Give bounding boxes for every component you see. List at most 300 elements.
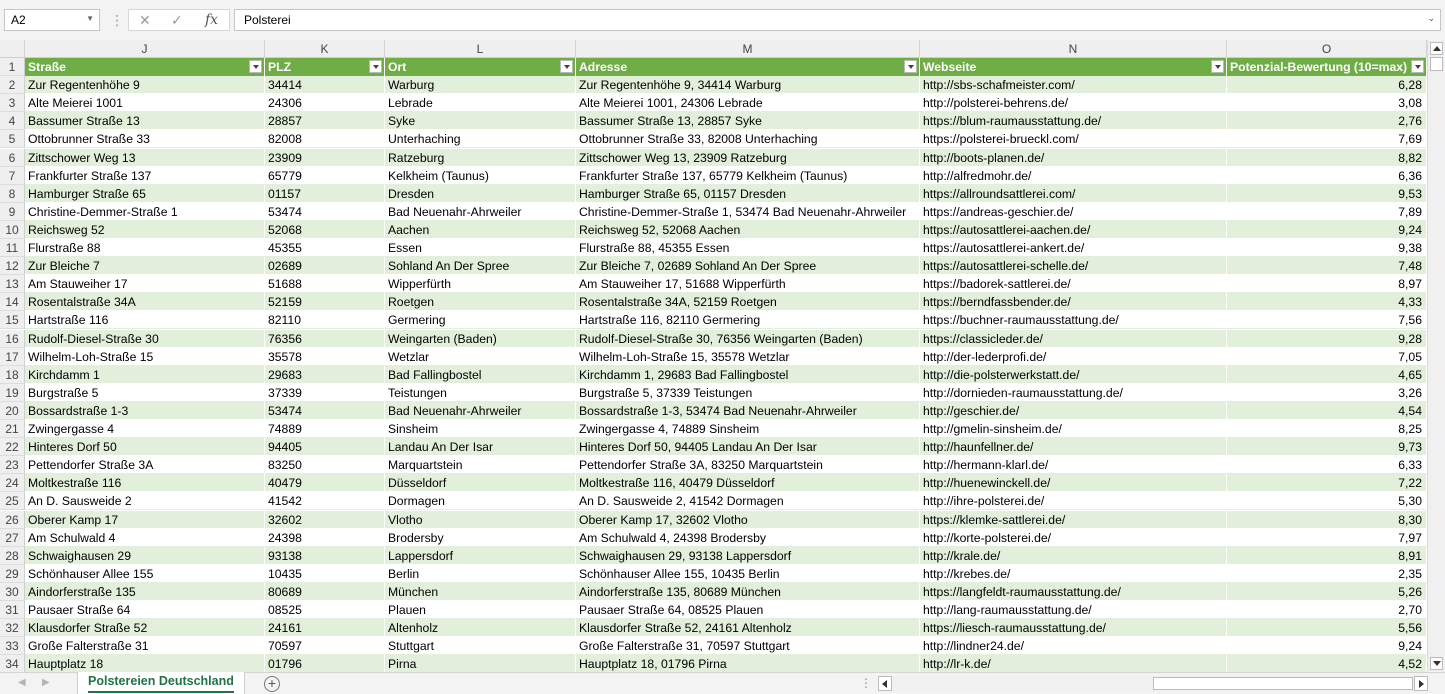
column-header-j[interactable]: J — [25, 40, 265, 58]
table-cell[interactable]: http://alfredmohr.de/ — [920, 167, 1227, 185]
table-cell[interactable]: 37339 — [265, 384, 385, 402]
table-cell[interactable]: 53474 — [265, 203, 385, 221]
table-cell[interactable]: Zwingergasse 4 — [25, 420, 265, 438]
table-cell[interactable]: Pausaer Straße 64, 08525 Plauen — [576, 601, 920, 619]
row-number[interactable]: 13 — [0, 275, 25, 293]
table-header-cell[interactable] — [576, 58, 920, 76]
table-cell[interactable]: 08525 — [265, 601, 385, 619]
table-cell[interactable]: Weingarten (Baden) — [385, 330, 576, 348]
table-cell[interactable]: Schönhauser Allee 155 — [25, 565, 265, 583]
table-cell[interactable]: Zittschower Weg 13, 23909 Ratzeburg — [576, 149, 920, 167]
table-row — [0, 221, 1427, 239]
table-cell[interactable]: http://boots-planen.de/ — [920, 149, 1227, 167]
table-cell[interactable]: Hauptplatz 18 — [25, 655, 265, 673]
table-cell[interactable]: Christine-Demmer-Straße 1 — [25, 203, 265, 221]
table-cell[interactable]: 23909 — [265, 149, 385, 167]
table-cell[interactable]: Rudolf-Diesel-Straße 30, 76356 Weingarten (Baden) — [576, 330, 920, 348]
table-cell[interactable]: 9,28 — [1227, 330, 1427, 348]
table-cell[interactable]: https://liesch-raumausstattung.de/ — [920, 619, 1227, 637]
table-cell[interactable]: Große Falterstraße 31 — [25, 637, 265, 655]
table-cell[interactable]: Klausdorfer Straße 52, 24161 Altenholz — [576, 619, 920, 637]
formula-input[interactable] — [234, 9, 1441, 31]
table-row — [0, 655, 1427, 673]
table-cell[interactable]: Pettendorfer Straße 3A, 83250 Marquartstein — [576, 456, 920, 474]
table-cell[interactable]: 52159 — [265, 293, 385, 311]
table-cell[interactable]: 4,54 — [1227, 402, 1427, 420]
table-cell[interactable]: Kirchdamm 1, 29683 Bad Fallingbostel — [576, 366, 920, 384]
table-cell[interactable]: Wetzlar — [385, 348, 576, 366]
table-cell[interactable]: https://badorek-sattlerei.de/ — [920, 275, 1227, 293]
table-row — [0, 76, 1427, 94]
table-cell[interactable]: Hinteres Dorf 50 — [25, 438, 265, 456]
horizontal-scroll-thumb[interactable] — [1153, 677, 1413, 690]
name-box-value: A2 — [11, 13, 26, 27]
table-cell[interactable]: 7,69 — [1227, 130, 1427, 148]
table-cell[interactable]: Marquartstein — [385, 456, 576, 474]
filter-dropdown-icon[interactable] — [560, 60, 573, 73]
row-number[interactable]: 32 — [0, 619, 25, 637]
table-cell[interactable]: 5,56 — [1227, 619, 1427, 637]
table-row — [0, 330, 1427, 348]
table-cell[interactable]: Unterhaching — [385, 130, 576, 148]
row-number[interactable]: 7 — [0, 167, 25, 185]
table-cell[interactable]: 40479 — [265, 474, 385, 492]
table-cell[interactable]: http://krale.de/ — [920, 547, 1227, 565]
table-cell[interactable]: Kelkheim (Taunus) — [385, 167, 576, 185]
row-number[interactable]: 1 — [0, 58, 25, 76]
row-number[interactable]: 3 — [0, 94, 25, 112]
sheet-tab-bar — [0, 672, 1445, 694]
table-cell[interactable]: 83250 — [265, 456, 385, 474]
table-header-label: Potenzial-Bewertung (10=max) — [1230, 60, 1408, 74]
table-cell[interactable]: Wilhelm-Loh-Straße 15 — [25, 348, 265, 366]
table-cell[interactable]: Berlin — [385, 565, 576, 583]
row-number[interactable]: 24 — [0, 474, 25, 492]
table-cell[interactable]: Oberer Kamp 17 — [25, 511, 265, 529]
table-cell[interactable]: 28857 — [265, 112, 385, 130]
cancel-icon[interactable]: ✕ — [139, 12, 151, 28]
table-cell[interactable]: 2,35 — [1227, 565, 1427, 583]
table-cell[interactable]: Stuttgart — [385, 637, 576, 655]
table-cell[interactable]: 8,82 — [1227, 149, 1427, 167]
table-row — [0, 601, 1427, 619]
row-number[interactable]: 8 — [0, 185, 25, 203]
row-number[interactable]: 20 — [0, 402, 25, 420]
table-cell[interactable]: Aindorferstraße 135 — [25, 583, 265, 601]
table-row — [0, 384, 1427, 402]
table-cell[interactable]: 24398 — [265, 529, 385, 547]
row-number[interactable]: 16 — [0, 330, 25, 348]
row-number[interactable]: 15 — [0, 311, 25, 329]
table-cell[interactable]: München — [385, 583, 576, 601]
table-cell[interactable]: http://geschier.de/ — [920, 402, 1227, 420]
table-header-cell[interactable] — [265, 58, 385, 76]
table-cell[interactable]: http://dornieden-raumausstattung.de/ — [920, 384, 1227, 402]
table-cell[interactable]: Zur Bleiche 7, 02689 Sohland An Der Spree — [576, 257, 920, 275]
table-cell[interactable]: Dresden — [385, 185, 576, 203]
table-cell[interactable]: 7,22 — [1227, 474, 1427, 492]
table-cell[interactable]: Teistungen — [385, 384, 576, 402]
table-cell[interactable]: Bad Fallingbostel — [385, 366, 576, 384]
table-header-label: PLZ — [268, 60, 292, 74]
table-header-cell[interactable] — [385, 58, 576, 76]
table-cell[interactable]: Ottobrunner Straße 33 — [25, 130, 265, 148]
table-cell[interactable]: Hamburger Straße 65 — [25, 185, 265, 203]
table-cell[interactable]: Rosentalstraße 34A — [25, 293, 265, 311]
table-cell[interactable]: http://lr-k.de/ — [920, 655, 1227, 673]
table-cell[interactable]: 9,24 — [1227, 221, 1427, 239]
prev-sheet-icon[interactable]: ◀ — [18, 677, 26, 688]
table-cell[interactable]: Roetgen — [385, 293, 576, 311]
table-cell[interactable]: Lebrade — [385, 94, 576, 112]
row-number[interactable]: 14 — [0, 293, 25, 311]
table-header-cell[interactable] — [25, 58, 265, 76]
column-header-o[interactable]: O — [1227, 40, 1427, 58]
row-number[interactable]: 23 — [0, 456, 25, 474]
table-cell[interactable]: 34414 — [265, 76, 385, 94]
select-all-corner[interactable] — [0, 40, 25, 58]
table-cell[interactable]: http://der-lederprofi.de/ — [920, 348, 1227, 366]
table-cell[interactable]: Schönhauser Allee 155, 10435 Berlin — [576, 565, 920, 583]
table-cell[interactable]: Vlotho — [385, 511, 576, 529]
table-cell[interactable]: Bad Neuenahr-Ahrweiler — [385, 402, 576, 420]
table-cell[interactable]: Rudolf-Diesel-Straße 30 — [25, 330, 265, 348]
table-cell[interactable]: Wipperfürth — [385, 275, 576, 293]
table-cell[interactable]: Frankfurter Straße 137 — [25, 167, 265, 185]
table-cell[interactable]: Zittschower Weg 13 — [25, 149, 265, 167]
row-number[interactable]: 9 — [0, 203, 25, 221]
sheet-tab-polstereien[interactable]: Polstereien Deutschland — [77, 672, 245, 694]
table-row — [0, 547, 1427, 565]
scroll-down-icon[interactable] — [1430, 657, 1443, 670]
table-cell[interactable]: Frankfurter Straße 137, 65779 Kelkheim (Taunus) — [576, 167, 920, 185]
table-cell[interactable]: Wilhelm-Loh-Straße 15, 35578 Wetzlar — [576, 348, 920, 366]
table-cell[interactable]: http://sbs-schafmeister.com/ — [920, 76, 1227, 94]
table-cell[interactable]: Am Stauweiher 17 — [25, 275, 265, 293]
table-cell[interactable]: https://autosattlerei-schelle.de/ — [920, 257, 1227, 275]
table-cell[interactable]: Hartstraße 116, 82110 Germering — [576, 311, 920, 329]
table-cell[interactable]: http://polsterei-behrens.de/ — [920, 94, 1227, 112]
row-number[interactable]: 33 — [0, 637, 25, 655]
table-cell[interactable]: 2,70 — [1227, 601, 1427, 619]
table-cell[interactable]: http://lang-raumausstattung.de/ — [920, 601, 1227, 619]
table-cell[interactable]: http://hermann-klarl.de/ — [920, 456, 1227, 474]
table-cell[interactable]: http://lindner24.de/ — [920, 637, 1227, 655]
row-number[interactable]: 6 — [0, 149, 25, 167]
table-cell[interactable]: Zwingergasse 4, 74889 Sinsheim — [576, 420, 920, 438]
scroll-right-icon[interactable] — [1414, 676, 1428, 691]
table-cell[interactable]: Hartstraße 116 — [25, 311, 265, 329]
table-cell[interactable]: 2,76 — [1227, 112, 1427, 130]
table-cell[interactable]: http://huenewinckell.de/ — [920, 474, 1227, 492]
table-cell[interactable]: http://krebes.de/ — [920, 565, 1227, 583]
table-row — [0, 239, 1427, 257]
table-row — [0, 257, 1427, 275]
table-cell[interactable]: 8,97 — [1227, 275, 1427, 293]
table-cell[interactable]: 6,28 — [1227, 76, 1427, 94]
formula-bar-grip-icon: ⋮ — [110, 12, 123, 28]
table-cell[interactable]: 3,26 — [1227, 384, 1427, 402]
table-cell[interactable]: Syke — [385, 112, 576, 130]
row-number[interactable]: 5 — [0, 130, 25, 148]
filter-dropdown-icon[interactable] — [249, 60, 262, 73]
table-cell[interactable]: https://blum-raumausstattung.de/ — [920, 112, 1227, 130]
row-number[interactable]: 28 — [0, 547, 25, 565]
table-cell[interactable]: Reichsweg 52, 52068 Aachen — [576, 221, 920, 239]
table-cell[interactable]: Lappersdorf — [385, 547, 576, 565]
table-cell[interactable]: 80689 — [265, 583, 385, 601]
row-number[interactable]: 19 — [0, 384, 25, 402]
table-cell[interactable]: https://langfeldt-raumausstattung.de/ — [920, 583, 1227, 601]
table-cell[interactable]: 6,33 — [1227, 456, 1427, 474]
table-header-label: Ort — [388, 60, 407, 74]
table-cell[interactable]: Dormagen — [385, 492, 576, 510]
table-cell[interactable]: Bassumer Straße 13 — [25, 112, 265, 130]
table-cell[interactable]: Warburg — [385, 76, 576, 94]
table-cell[interactable]: 24161 — [265, 619, 385, 637]
horizontal-scrollbar[interactable] — [878, 676, 1428, 691]
table-cell[interactable]: 82008 — [265, 130, 385, 148]
table-cell[interactable]: 32602 — [265, 511, 385, 529]
table-cell[interactable]: http://haunfellner.de/ — [920, 438, 1227, 456]
table-cell[interactable]: An D. Sausweide 2, 41542 Dormagen — [576, 492, 920, 510]
vertical-scrollbar[interactable] — [1427, 40, 1445, 672]
table-cell[interactable]: Hamburger Straße 65, 01157 Dresden — [576, 185, 920, 203]
table-cell[interactable]: 3,08 — [1227, 94, 1427, 112]
table-cell[interactable]: 01157 — [265, 185, 385, 203]
table-cell[interactable]: Düsseldorf — [385, 474, 576, 492]
table-cell[interactable]: Hauptplatz 18, 01796 Pirna — [576, 655, 920, 673]
table-cell[interactable]: Rosentalstraße 34A, 52159 Roetgen — [576, 293, 920, 311]
vertical-scroll-thumb[interactable] — [1430, 57, 1443, 71]
table-cell[interactable]: Ratzeburg — [385, 149, 576, 167]
table-row — [0, 149, 1427, 167]
table-cell[interactable]: 4,52 — [1227, 655, 1427, 673]
table-row — [0, 420, 1427, 438]
column-header-l[interactable]: L — [385, 40, 576, 58]
column-header-m[interactable]: M — [576, 40, 920, 58]
table-header-row — [0, 58, 1427, 76]
table-cell[interactable]: https://buchner-raumausstattung.de/ — [920, 311, 1227, 329]
table-cell[interactable]: Reichsweg 52 — [25, 221, 265, 239]
table-cell[interactable]: Flurstraße 88, 45355 Essen — [576, 239, 920, 257]
formula-buttons — [128, 9, 230, 31]
table-cell[interactable]: Oberer Kamp 17, 32602 Vlotho — [576, 511, 920, 529]
table-cell[interactable]: Zur Bleiche 7 — [25, 257, 265, 275]
row-number[interactable]: 29 — [0, 565, 25, 583]
table-cell[interactable]: Aindorferstraße 135, 80689 München — [576, 583, 920, 601]
table-cell[interactable]: 02689 — [265, 257, 385, 275]
scroll-up-icon[interactable] — [1430, 42, 1443, 55]
table-cell[interactable]: Landau An Der Isar — [385, 438, 576, 456]
table-cell[interactable]: Hinteres Dorf 50, 94405 Landau An Der Isar — [576, 438, 920, 456]
table-header-label: Straße — [28, 60, 66, 74]
table-cell[interactable]: http://korte-polsterei.de/ — [920, 529, 1227, 547]
row-number[interactable]: 26 — [0, 511, 25, 529]
table-cell[interactable]: 7,05 — [1227, 348, 1427, 366]
table-cell[interactable]: Moltkestraße 116, 40479 Düsseldorf — [576, 474, 920, 492]
table-cell[interactable]: https://berndfassbender.de/ — [920, 293, 1227, 311]
table-cell[interactable]: http://gmelin-sinsheim.de/ — [920, 420, 1227, 438]
row-number[interactable]: 2 — [0, 76, 25, 94]
table-cell[interactable]: Burgstraße 5 — [25, 384, 265, 402]
row-number[interactable]: 11 — [0, 239, 25, 257]
table-cell[interactable]: Am Schulwald 4 — [25, 529, 265, 547]
table-cell[interactable]: Bassumer Straße 13, 28857 Syke — [576, 112, 920, 130]
table-cell[interactable]: https://klemke-sattlerei.de/ — [920, 511, 1227, 529]
table-cell[interactable]: Klausdorfer Straße 52 — [25, 619, 265, 637]
table-cell[interactable]: 41542 — [265, 492, 385, 510]
column-header-n[interactable]: N — [920, 40, 1227, 58]
table-cell[interactable]: 51688 — [265, 275, 385, 293]
table-cell[interactable]: 82110 — [265, 311, 385, 329]
table-cell[interactable]: Christine-Demmer-Straße 1, 53474 Bad Neuenahr-Ahrweiler — [576, 203, 920, 221]
table-cell[interactable]: Sohland An Der Spree — [385, 257, 576, 275]
row-number[interactable]: 34 — [0, 655, 25, 673]
filter-dropdown-icon[interactable] — [1411, 60, 1424, 73]
table-cell[interactable]: 94405 — [265, 438, 385, 456]
next-sheet-icon[interactable]: ▶ — [42, 677, 50, 688]
table-row — [0, 366, 1427, 384]
table-cell[interactable]: http://die-polsterwerkstatt.de/ — [920, 366, 1227, 384]
table-cell[interactable]: 24306 — [265, 94, 385, 112]
table-cell[interactable]: https://autosattlerei-ankert.de/ — [920, 239, 1227, 257]
table-cell[interactable]: Flurstraße 88 — [25, 239, 265, 257]
table-cell[interactable]: 45355 — [265, 239, 385, 257]
table-cell[interactable]: https://classicleder.de/ — [920, 330, 1227, 348]
table-cell[interactable]: Alte Meierei 1001 — [25, 94, 265, 112]
insert-function-icon[interactable]: fx — [205, 12, 219, 28]
table-header-cell[interactable] — [1227, 58, 1427, 76]
table-cell[interactable]: Schwaighausen 29 — [25, 547, 265, 565]
table-cell[interactable]: 01796 — [265, 655, 385, 673]
table-cell[interactable]: Bossardstraße 1-3, 53474 Bad Neuenahr-Ahrweiler — [576, 402, 920, 420]
table-cell[interactable]: 6,36 — [1227, 167, 1427, 185]
table-cell[interactable]: An D. Sausweide 2 — [25, 492, 265, 510]
table-cell[interactable]: Alte Meierei 1001, 24306 Lebrade — [576, 94, 920, 112]
table-cell[interactable]: Altenholz — [385, 619, 576, 637]
table-cell[interactable]: 52068 — [265, 221, 385, 239]
table-cell[interactable]: 8,25 — [1227, 420, 1427, 438]
enter-check-icon[interactable]: ✓ — [171, 12, 183, 28]
table-cell[interactable]: Kirchdamm 1 — [25, 366, 265, 384]
row-number[interactable]: 12 — [0, 257, 25, 275]
table-cell[interactable]: 74889 — [265, 420, 385, 438]
table-cell[interactable]: 35578 — [265, 348, 385, 366]
table-cell[interactable]: Ottobrunner Straße 33, 82008 Unterhaching — [576, 130, 920, 148]
table-cell[interactable]: https://polsterei-brueckl.com/ — [920, 130, 1227, 148]
table-cell[interactable]: 7,97 — [1227, 529, 1427, 547]
table-row — [0, 637, 1427, 655]
column-header-k[interactable]: K — [265, 40, 385, 58]
row-number[interactable]: 21 — [0, 420, 25, 438]
table-cell[interactable]: Germering — [385, 311, 576, 329]
table-cell[interactable]: Bossardstraße 1-3 — [25, 402, 265, 420]
row-number[interactable]: 31 — [0, 601, 25, 619]
row-number[interactable]: 4 — [0, 112, 25, 130]
table-cell[interactable]: Am Schulwald 4, 24398 Brodersby — [576, 529, 920, 547]
table-cell[interactable]: 9,24 — [1227, 637, 1427, 655]
table-cell[interactable]: Moltkestraße 116 — [25, 474, 265, 492]
row-number[interactable]: 10 — [0, 221, 25, 239]
table-cell[interactable]: 7,56 — [1227, 311, 1427, 329]
table-cell[interactable]: Am Stauweiher 17, 51688 Wipperfürth — [576, 275, 920, 293]
table-cell[interactable]: Zur Regentenhöhe 9, 34414 Warburg — [576, 76, 920, 94]
table-cell[interactable]: 5,26 — [1227, 583, 1427, 601]
table-cell[interactable]: Plauen — [385, 601, 576, 619]
table-cell[interactable]: 5,30 — [1227, 492, 1427, 510]
table-cell[interactable]: Sinsheim — [385, 420, 576, 438]
table-cell[interactable]: 29683 — [265, 366, 385, 384]
name-box-dropdown-icon[interactable]: ▼ — [86, 14, 94, 23]
table-cell[interactable]: 7,48 — [1227, 257, 1427, 275]
table-cell[interactable]: 4,33 — [1227, 293, 1427, 311]
table-cell[interactable]: Bad Neuenahr-Ahrweiler — [385, 203, 576, 221]
filter-dropdown-icon[interactable] — [904, 60, 917, 73]
table-cell[interactable]: Große Falterstraße 31, 70597 Stuttgart — [576, 637, 920, 655]
table-cell[interactable]: 53474 — [265, 402, 385, 420]
row-number[interactable]: 27 — [0, 529, 25, 547]
table-cell[interactable]: https://andreas-geschier.de/ — [920, 203, 1227, 221]
table-cell[interactable]: Aachen — [385, 221, 576, 239]
table-cell[interactable]: 65779 — [265, 167, 385, 185]
table-cell[interactable]: 70597 — [265, 637, 385, 655]
table-cell[interactable]: Pettendorfer Straße 3A — [25, 456, 265, 474]
table-cell[interactable]: Pirna — [385, 655, 576, 673]
row-number[interactable]: 18 — [0, 366, 25, 384]
table-cell[interactable]: 9,73 — [1227, 438, 1427, 456]
table-cell[interactable]: 76356 — [265, 330, 385, 348]
table-row — [0, 402, 1427, 420]
filter-dropdown-icon[interactable] — [1211, 60, 1224, 73]
table-cell[interactable]: 8,91 — [1227, 547, 1427, 565]
scroll-left-icon[interactable] — [878, 676, 892, 691]
table-cell[interactable]: https://allroundsattlerei.com/ — [920, 185, 1227, 203]
table-row — [0, 456, 1427, 474]
row-number[interactable]: 22 — [0, 438, 25, 456]
table-cell[interactable]: Schwaighausen 29, 93138 Lappersdorf — [576, 547, 920, 565]
table-cell[interactable]: 4,65 — [1227, 366, 1427, 384]
table-cell[interactable]: http://ihre-polsterei.de/ — [920, 492, 1227, 510]
table-cell[interactable]: Burgstraße 5, 37339 Teistungen — [576, 384, 920, 402]
formula-bar — [0, 0, 1445, 40]
table-cell[interactable]: 10435 — [265, 565, 385, 583]
table-header-cell[interactable] — [920, 58, 1227, 76]
row-number[interactable]: 25 — [0, 492, 25, 510]
row-number[interactable]: 17 — [0, 348, 25, 366]
table-cell[interactable]: 8,30 — [1227, 511, 1427, 529]
filter-dropdown-icon[interactable] — [369, 60, 382, 73]
table-cell[interactable]: Brodersby — [385, 529, 576, 547]
row-number[interactable]: 30 — [0, 583, 25, 601]
table-row — [0, 293, 1427, 311]
table-cell[interactable]: 9,38 — [1227, 239, 1427, 257]
name-box[interactable] — [4, 9, 100, 31]
table-cell[interactable]: Essen — [385, 239, 576, 257]
table-row — [0, 167, 1427, 185]
add-sheet-icon[interactable]: + — [264, 676, 280, 692]
table-cell[interactable]: Zur Regentenhöhe 9 — [25, 76, 265, 94]
table-cell[interactable]: 93138 — [265, 547, 385, 565]
expand-formula-bar-icon[interactable]: ⌄ — [1427, 13, 1435, 23]
table-cell[interactable]: Pausaer Straße 64 — [25, 601, 265, 619]
table-row — [0, 565, 1427, 583]
table-cell[interactable]: 9,53 — [1227, 185, 1427, 203]
table-cell[interactable]: https://autosattlerei-aachen.de/ — [920, 221, 1227, 239]
table-cell[interactable]: 7,89 — [1227, 203, 1427, 221]
tab-split-grip-icon[interactable]: ⋮ — [860, 676, 872, 690]
table-row — [0, 311, 1427, 329]
